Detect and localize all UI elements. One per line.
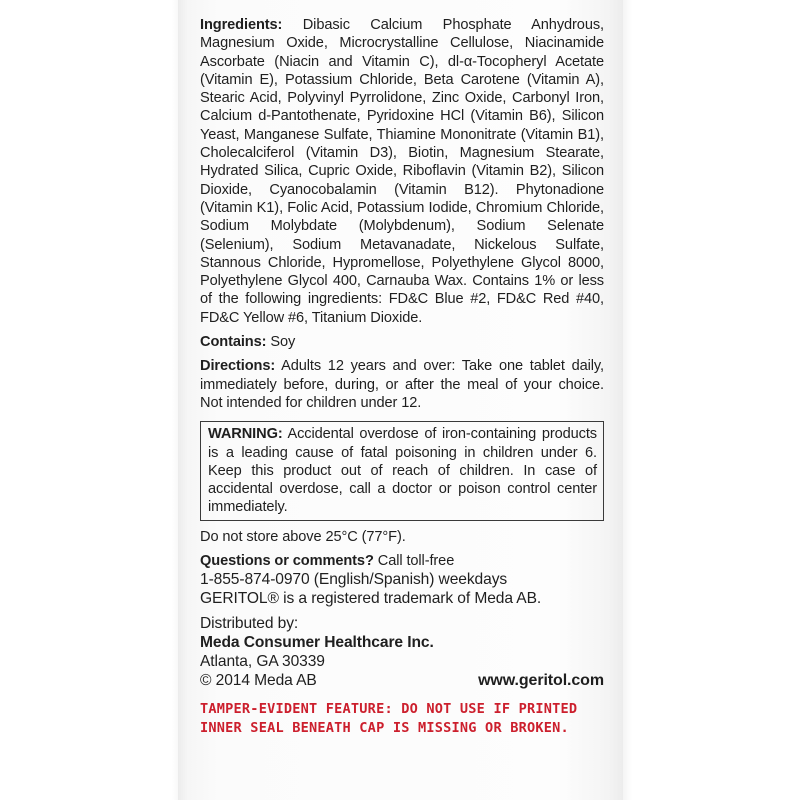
tamper-evident-notice bbox=[200, 700, 604, 738]
directions-text: Adults 12 years and over: Take one tablet daily, immediately before, during, or after the meal of your choice. Not intended for children under 12. bbox=[200, 358, 604, 411]
copyright-text: © 2014 Meda AB bbox=[200, 672, 317, 690]
distributed-by: Distributed by: bbox=[200, 615, 299, 633]
storage-text: Do not store above 25°C (77°F). bbox=[200, 528, 406, 545]
warning-heading: WARNING: bbox=[208, 426, 283, 443]
trademark-text: GERITOL® is a registered trademark of Meda AB. bbox=[200, 590, 542, 608]
ingredients-text: Dibasic Calcium Phosphate Anhydrous, Magnesium Oxide, Microcrystalline Cellulose, Niacinamide Ascorbate (Niacin and Vitamin C), dl-α-Tocopheryl Acetate (Vitamin E), Potassium Chloride, Beta Carotene (Vitamin A), Stearic Acid, Polyvinyl Pyrrolidone, Zinc Oxide, Carbonyl Iron, Calcium d-Pantothenate, Pyridoxine HCl (Vitamin B6), Silicon Yeast, Manganese Sulfate, Thiamine Mononitrate (Vitamin B1), Cholecalciferol (Vitamin D3), Biotin, Magnesium Stearate, Hydrated Silica, Cupric Oxide, Riboflavin (Vitamin B2), Silicon Dioxide, Cyanocobalamin (Vitamin B12). Phytonadione (Vitamin K1), Folic Acid, Potassium Iodide, Chromium Chloride, Sodium Molybdate (Molybdenum), Sodium Selenate (Selenium), Sodium Metavanadate, Nickelous Sulfate, Stannous Chloride, Hypromellose, Polyethylene Glycol 8000, Polyethylene Glycol 400, Carnauba Wax. Contains 1% or less of the following ingredients: FD&C Blue #2, FD&C Red #40, FD&C Yellow #6, Titanium Dioxide. bbox=[200, 17, 604, 326]
directions-paragraph bbox=[200, 357, 604, 412]
tamper-line-1: TAMPER-EVIDENT FEATURE: DO NOT USE IF PRINTED bbox=[200, 701, 578, 718]
warning-text: Accidental overdose of iron-containing products is a leading cause of fatal poisoning in children under 6. Keep this product out of reach of children. In case of accidental overdose, call a doctor or poison control center immediately. bbox=[208, 426, 598, 516]
product-label bbox=[178, 0, 623, 800]
contains-heading: Contains: bbox=[200, 334, 267, 351]
copyright-row bbox=[200, 671, 604, 690]
questions-heading: Questions or comments? bbox=[200, 553, 374, 570]
directions-heading: Directions: bbox=[200, 358, 276, 375]
ingredients-paragraph bbox=[200, 16, 604, 327]
contains-text: Soy bbox=[270, 334, 296, 351]
tamper-line-2: INNER SEAL BENEATH CAP IS MISSING OR BROKEN. bbox=[200, 720, 569, 737]
distributor-name: Meda Consumer Healthcare Inc. bbox=[200, 634, 434, 652]
warning-box bbox=[200, 421, 604, 520]
distributor-city: Atlanta, GA 30339 bbox=[200, 653, 325, 671]
questions-text: Call toll-free bbox=[377, 553, 455, 570]
questions-paragraph bbox=[200, 552, 604, 570]
ingredients-heading: Ingredients: bbox=[200, 17, 283, 33]
website-text: www.geritol.com bbox=[478, 672, 604, 690]
contains-paragraph bbox=[200, 333, 604, 351]
phone-number: 1-855-874-0970 (English/Spanish) weekdays bbox=[200, 571, 508, 589]
label-text-column bbox=[200, 16, 604, 738]
